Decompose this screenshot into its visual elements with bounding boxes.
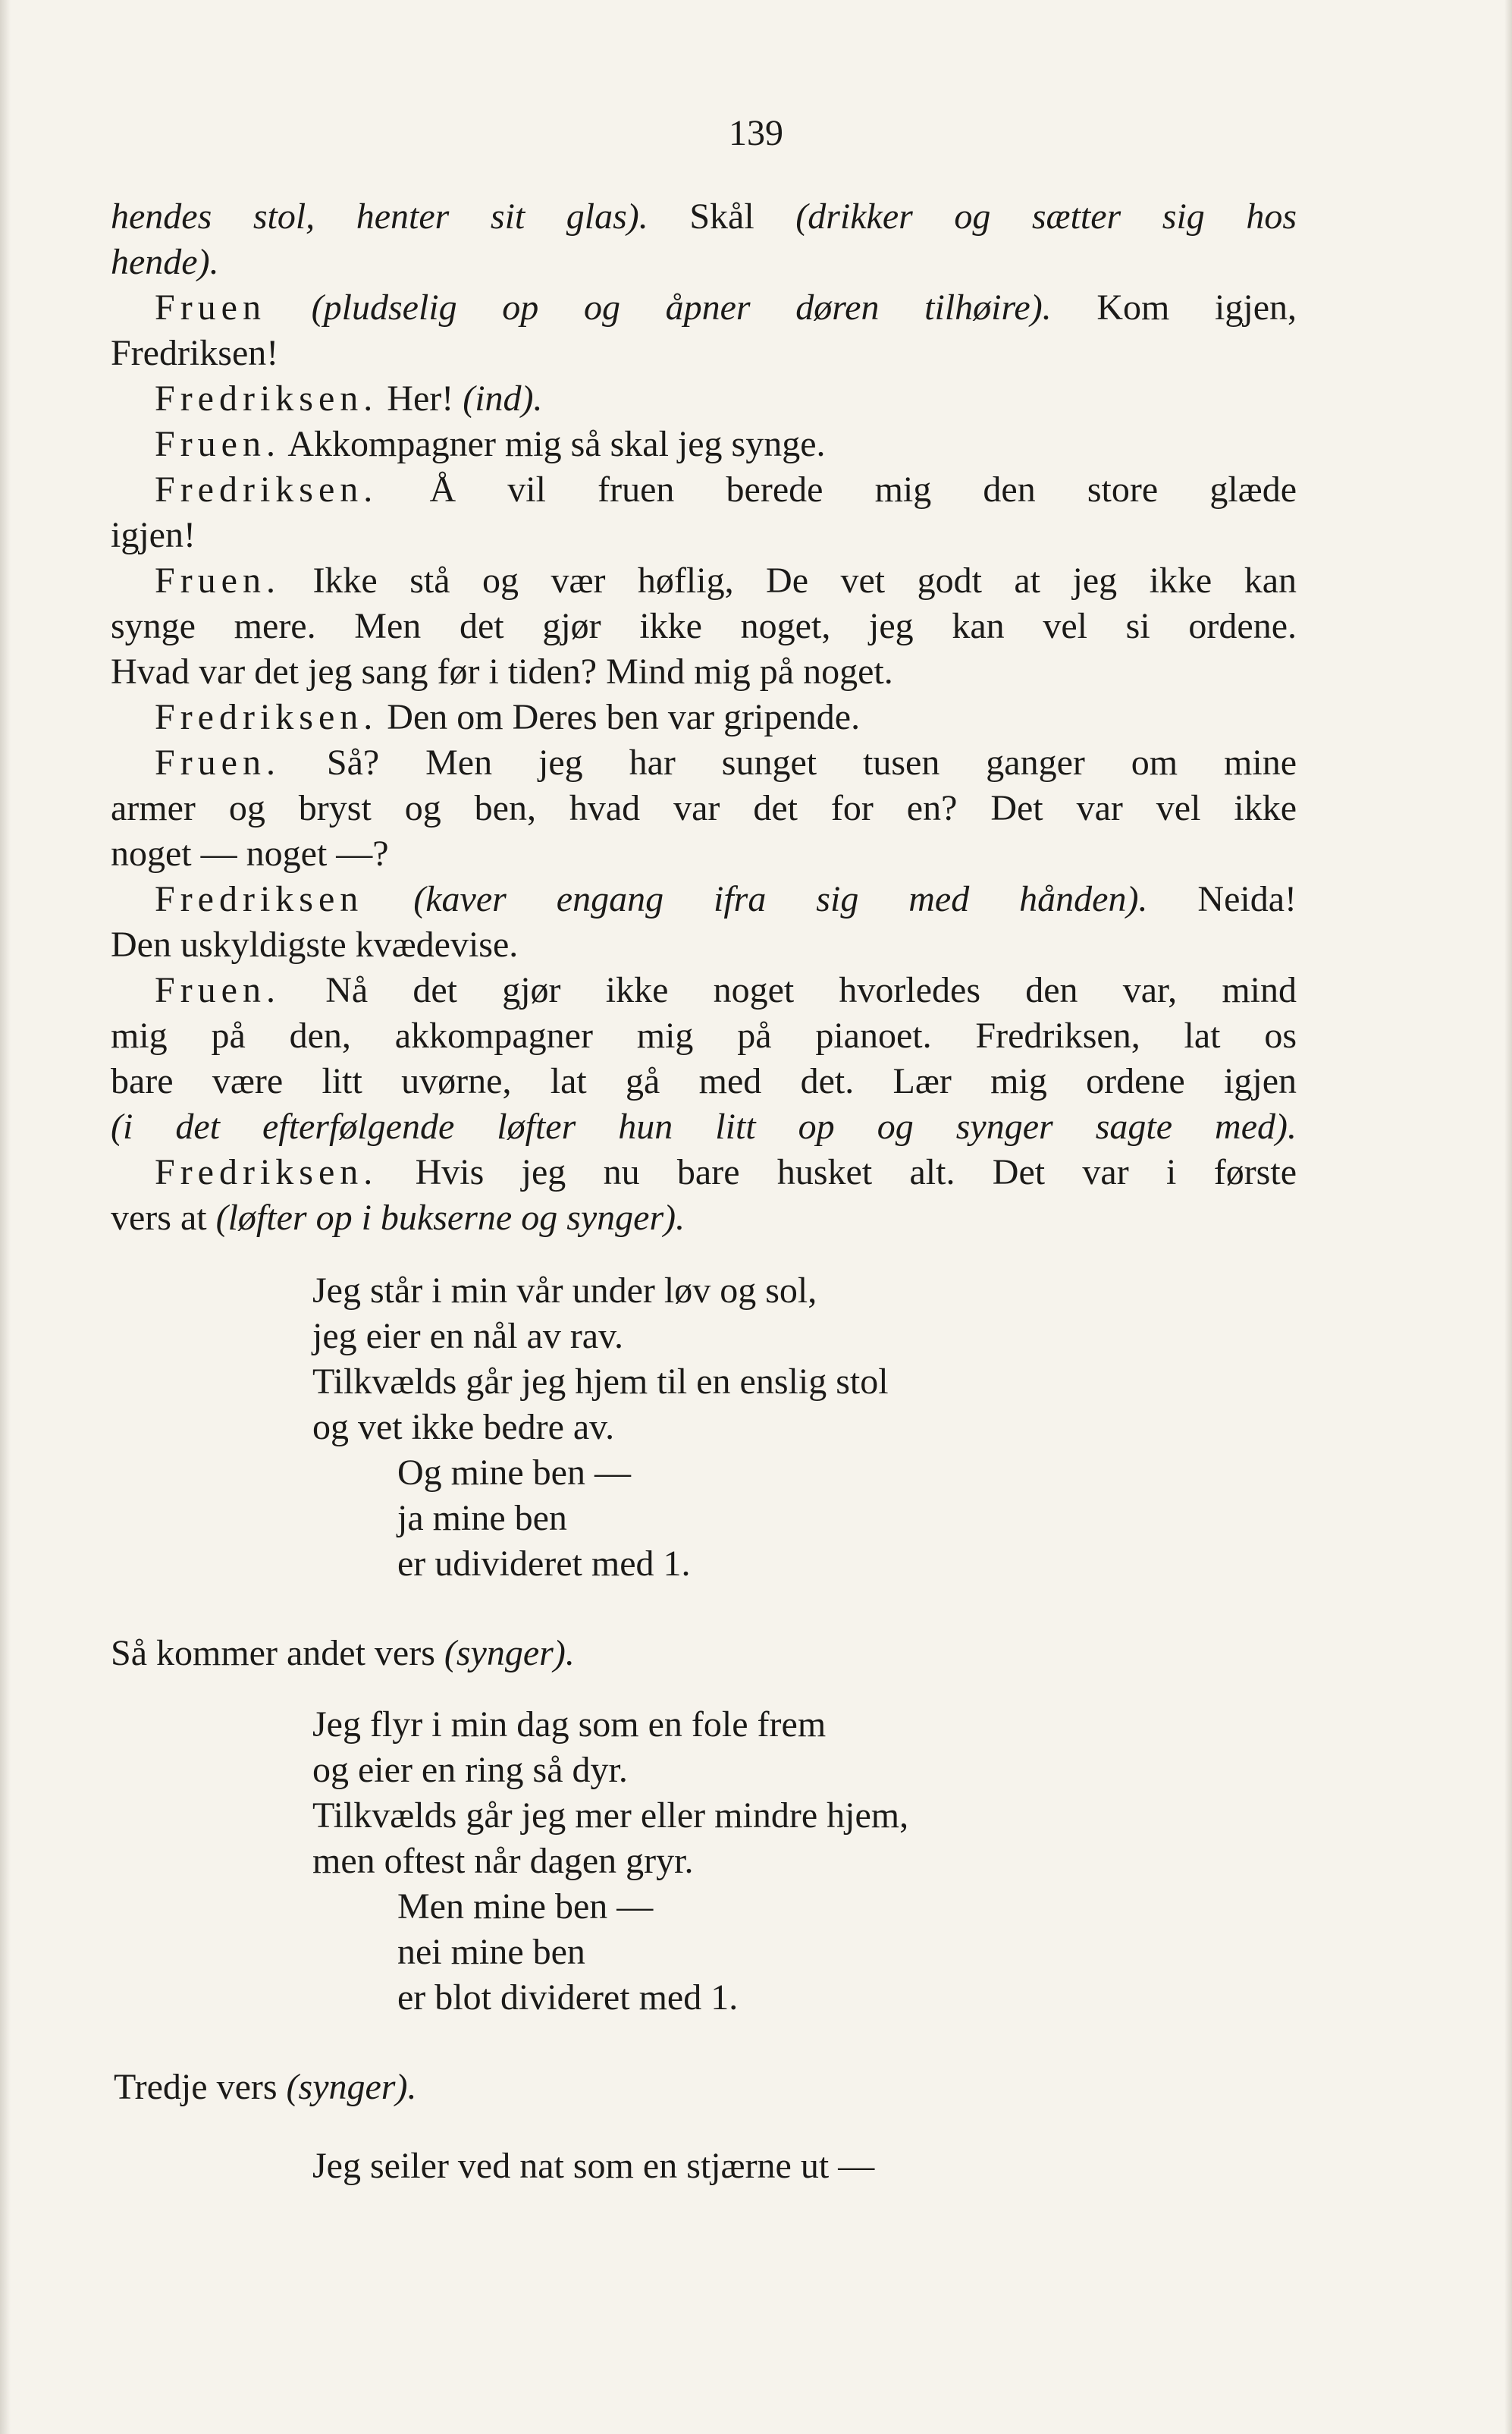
verse-line: Jeg seiler ved nat som en stjærne ut — (312, 2146, 875, 2186)
dialogue-text: armer og bryst og ben, hvad var det for en? Det var vel ikke (111, 788, 1297, 828)
dialogue-text: Akkompagner mig så skal jeg synge. (280, 424, 826, 464)
dialogue-line (111, 786, 1297, 831)
verse-line: Og mine ben — (397, 1453, 631, 1493)
speaker-name: Fredriksen. (155, 1152, 378, 1192)
dialogue-text: Ikke stå og vær høflig, De vet godt at jeg ikke kan (280, 561, 1297, 601)
speaker-name: Fredriksen. (155, 378, 378, 419)
verse-line: Men mine ben — (397, 1886, 654, 1927)
verse-2 (312, 1702, 908, 2021)
dialogue-text: Her! (378, 378, 463, 419)
verse-3 (312, 2143, 874, 2189)
speaker-name: Fruen (155, 287, 266, 328)
stage-direction: hendes stol, henter sit glas). (111, 196, 648, 237)
verse-line: Tilkvælds går jeg mer eller mindre hjem, (312, 1795, 909, 1836)
dialogue-line (111, 1013, 1297, 1059)
verse-line: ja mine ben (397, 1498, 567, 1538)
verse-line: jeg eier en nål av rav. (312, 1316, 623, 1356)
dialogue-text: Kom igjen, (1051, 287, 1297, 328)
dialogue-text: Nå det gjør ikke noget hvorledes den var, mind (280, 970, 1297, 1010)
dialogue-text: Så? Men jeg har sunget tusen ganger om mine (280, 743, 1297, 783)
verse-line: er blot divideret med 1. (397, 1977, 739, 2018)
dialogue-line (111, 1195, 1297, 1241)
dialogue-text: Fredriksen! (111, 333, 279, 373)
interlude-andet-vers-stage: (synger). (444, 1633, 575, 1673)
stage-direction: (ind). (463, 378, 543, 419)
speaker-name: Fredriksen. (155, 470, 378, 510)
verse-line: Jeg flyr i min dag som en fole frem (312, 1704, 827, 1745)
page-edge-right (1504, 0, 1512, 2434)
interlude-tredje-vers-text: Tredje vers (114, 2067, 287, 2107)
dialogue-line (111, 922, 1297, 968)
speaker-name: Fruen. (155, 970, 281, 1010)
dialogue-text: vers at (111, 1198, 216, 1238)
dialogue-text: Neida! (1147, 879, 1297, 919)
dialogue-text: bare være litt uvørne, lat gå med det. Lær mig ordene igjen (111, 1061, 1297, 1101)
speaker-name: Fruen. (155, 561, 281, 601)
dialogue-line (111, 877, 1297, 922)
verse-line: nei mine ben (397, 1932, 585, 1972)
verse-line: er udivideret med 1. (397, 1544, 691, 1584)
dialogue-text: mig på den, akkompagner mig på pianoet. Fredriksen, lat os (111, 1016, 1297, 1056)
dialogue-block (111, 194, 1297, 1241)
interlude-tredje-vers-stage: (synger). (286, 2067, 417, 2107)
dialogue-line (111, 1104, 1297, 1150)
verse-line: Jeg står i min vår under løv og sol, (312, 1270, 817, 1311)
stage-direction: (drikker og sætter sig hos (795, 196, 1297, 237)
dialogue-line (111, 1059, 1297, 1104)
dialogue-line (111, 831, 1297, 877)
dialogue-line (111, 467, 1297, 513)
verse-line: Tilkvælds går jeg hjem til en enslig stol (312, 1361, 889, 1402)
dialogue-line (111, 422, 1297, 467)
dialogue-line (111, 376, 1297, 422)
speaker-name: Fredriksen. (155, 697, 378, 737)
verse-line: men oftest når dagen gryr. (312, 1841, 694, 1881)
dialogue-line (111, 604, 1297, 649)
speaker-name: Fruen. (155, 424, 281, 464)
dialogue-text: Skål (648, 196, 796, 237)
dialogue-line (111, 513, 1297, 558)
dialogue-text: Den om Deres ben var gripende. (378, 697, 861, 737)
dialogue-text: Hvis jeg nu bare husket alt. Det var i første (378, 1152, 1297, 1192)
page-number: 139 (729, 113, 783, 153)
dialogue-line (111, 240, 1297, 285)
speaker-name: Fruen. (155, 743, 281, 783)
dialogue-line (111, 740, 1297, 786)
dialogue-text: Å vil fruen berede mig den store glæde (378, 470, 1297, 510)
dialogue-line (111, 331, 1297, 376)
interlude-andet-vers-text: Så kommer andet vers (111, 1633, 444, 1673)
interlude-andet-vers (111, 1632, 575, 1674)
speaker-name: Fredriksen (155, 879, 364, 919)
dialogue-text: Den uskyldigste kvædevise. (111, 925, 519, 965)
dialogue-text: noget — noget —? (111, 834, 389, 874)
dialogue-line (111, 558, 1297, 604)
stage-direction: (kaver engang ifra sig med hånden). (363, 879, 1148, 919)
dialogue-line (111, 968, 1297, 1013)
dialogue-line (111, 194, 1297, 240)
stage-direction: (løfter op i bukserne og synger). (215, 1198, 685, 1238)
dialogue-text: synge mere. Men det gjør ikke noget, jeg kan vel si ordene. (111, 606, 1297, 646)
dialogue-line (111, 649, 1297, 695)
verse-line: og eier en ring så dyr. (312, 1750, 628, 1790)
dialogue-text: igjen! (111, 515, 196, 555)
page-edge-left (0, 0, 11, 2434)
interlude-tredje-vers (114, 2066, 416, 2108)
verse-1 (312, 1268, 889, 1587)
verse-line: og vet ikke bedre av. (312, 1407, 615, 1447)
stage-direction: (i det efterfølgende løfter hun litt op og synger sagte med). (111, 1107, 1297, 1147)
dialogue-line (111, 1150, 1297, 1195)
dialogue-text: Hvad var det jeg sang før i tiden? Mind mig på noget. (111, 652, 893, 692)
stage-direction: hende). (111, 242, 219, 282)
dialogue-line (111, 285, 1297, 331)
dialogue-line (111, 695, 1297, 740)
stage-direction: (pludselig op og åpner døren tilhøire). (265, 287, 1052, 328)
